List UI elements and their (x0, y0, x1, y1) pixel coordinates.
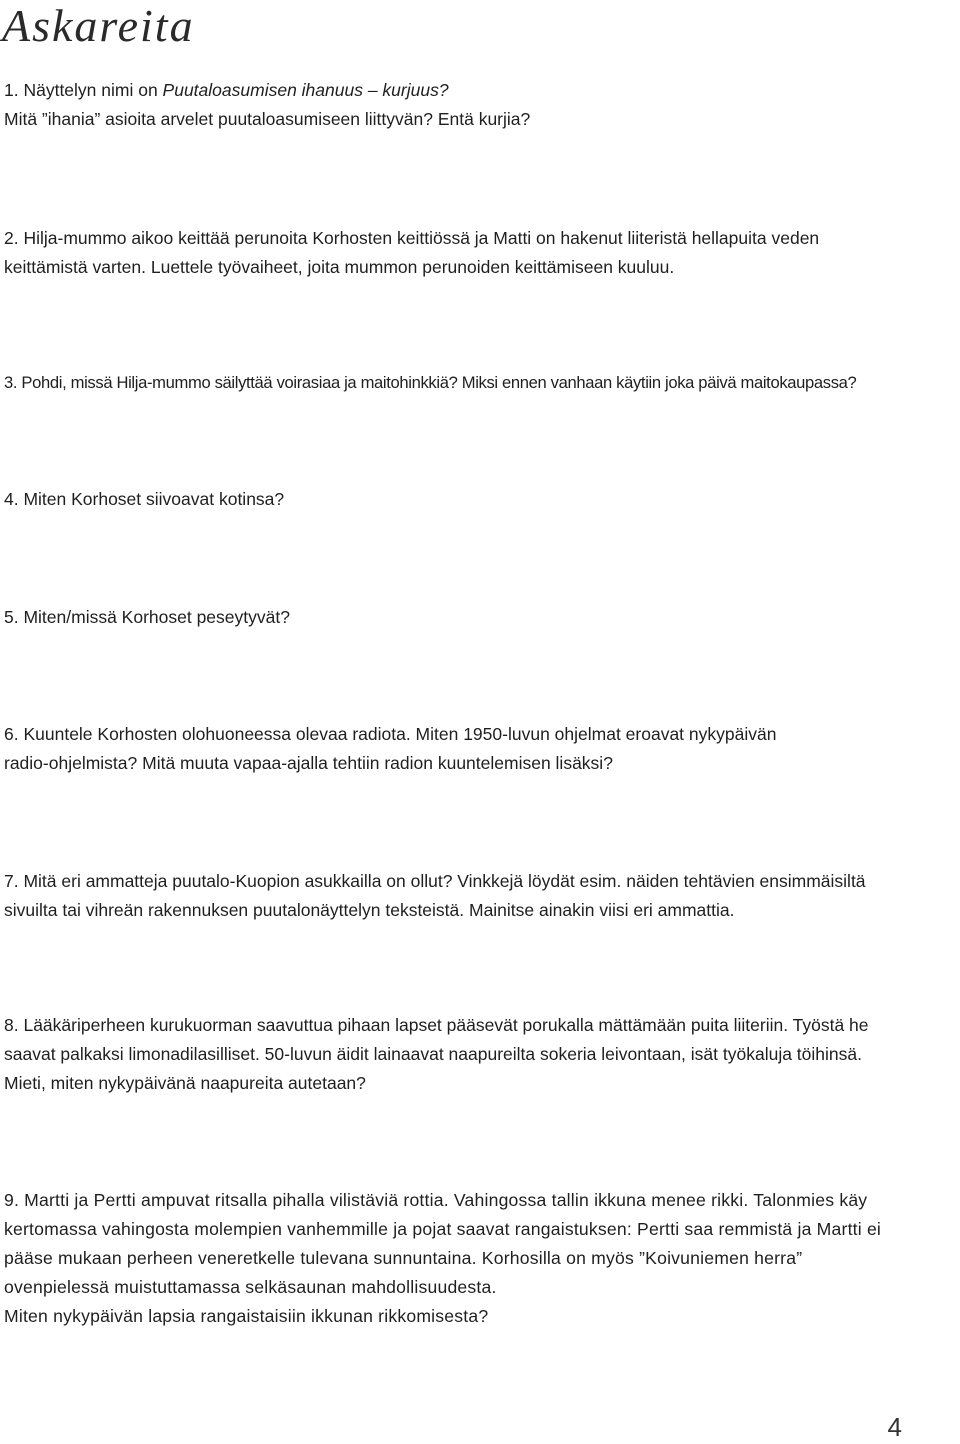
question-line: sivuilta tai vihreän rakennuksen puutalonäyttelyn teksteistä. Mainitse ainakin viisi eri ammattia. (4, 900, 735, 920)
question-line: 8. Lääkäriperheen kurukuorman saavuttua pihaan lapset pääsevät porukalla mättämään puita liiteriin. Työstä he (4, 1015, 869, 1035)
question-line: kertomassa vahingosta molempien vanhemmille ja pojat saavat rangaistuksen: Pertti saa remmistä ja Martti ei (4, 1219, 882, 1239)
question-4 (4, 485, 949, 514)
question-text: 1. Näyttelyn nimi on (4, 80, 163, 100)
question-6 (4, 720, 949, 778)
question-line: 9. Martti ja Pertti ampuvat ritsalla pihalla vilistäviä rottia. Vahingossa tallin ikkuna menee rikki. Talonmies käy (4, 1190, 868, 1210)
question-line: pääse mukaan perheen veneretkelle tulevana sunnuntaina. Korhosilla on myös ”Koivuniemen herra” (4, 1248, 803, 1268)
question-line (4, 76, 949, 105)
question-9 (4, 1186, 949, 1331)
question-line: 2. Hilja-mummo aikoo keittää perunoita Korhosten keittiössä ja Matti on hakenut liiteristä hellapuita veden (4, 228, 820, 248)
question-3 (4, 368, 949, 397)
question-line: 4. Miten Korhoset siivoavat kotinsa? (4, 489, 285, 509)
page-number: 4 (887, 1412, 902, 1442)
question-line: radio-ohjelmista? Mitä muuta vapaa-ajalla tehtiin radion kuuntelemisen lisäksi? (4, 753, 613, 773)
question-2 (4, 224, 949, 282)
question-line: keittämistä varten. Luettele työvaiheet, joita mummon perunoiden keittämiseen kuuluu. (4, 257, 675, 277)
question-line: saavat palkaksi limonadilasilliset. 50-luvun äidit lainaavat naapureilta sokeria leivontaan, isät työkaluja töihinsä. (4, 1044, 862, 1064)
question-8 (4, 1011, 949, 1098)
question-line: Mieti, miten nykypäivänä naapureita autetaan? (4, 1073, 366, 1093)
question-7 (4, 867, 949, 925)
question-line: Mitä ”ihania” asioita arvelet puutaloasumiseen liittyvän? Entä kurjia? (4, 109, 531, 129)
question-line: 7. Mitä eri ammatteja puutalo-Kuopion asukkailla on ollut? Vinkkejä löydät esim. näiden tehtävien ensimmäisiltä (4, 871, 866, 891)
exhibition-name: Puutaloasumisen ihanuus – kurjuus? (162, 80, 449, 100)
question-line: 3. Pohdi, missä Hilja-mummo säilyttää voirasiaa ja maitohinkkiä? Miksi ennen vanhaan käytiin joka päivä maitokaupassa? (4, 373, 857, 392)
page-title: Askareita (2, 0, 195, 51)
question-line: 6. Kuuntele Korhosten olohuoneessa olevaa radiota. Miten 1950-luvun ohjelmat eroavat nykypäivän (4, 724, 777, 744)
question-line: Miten nykypäivän lapsia rangaistaisiin ikkunan rikkomisesta? (4, 1306, 489, 1326)
question-1 (4, 76, 949, 134)
question-5 (4, 603, 949, 632)
question-line: 5. Miten/missä Korhoset peseytyvät? (4, 607, 290, 627)
question-line: ovenpielessä muistuttamassa selkäsaunan mahdollisuudesta. (4, 1277, 497, 1297)
